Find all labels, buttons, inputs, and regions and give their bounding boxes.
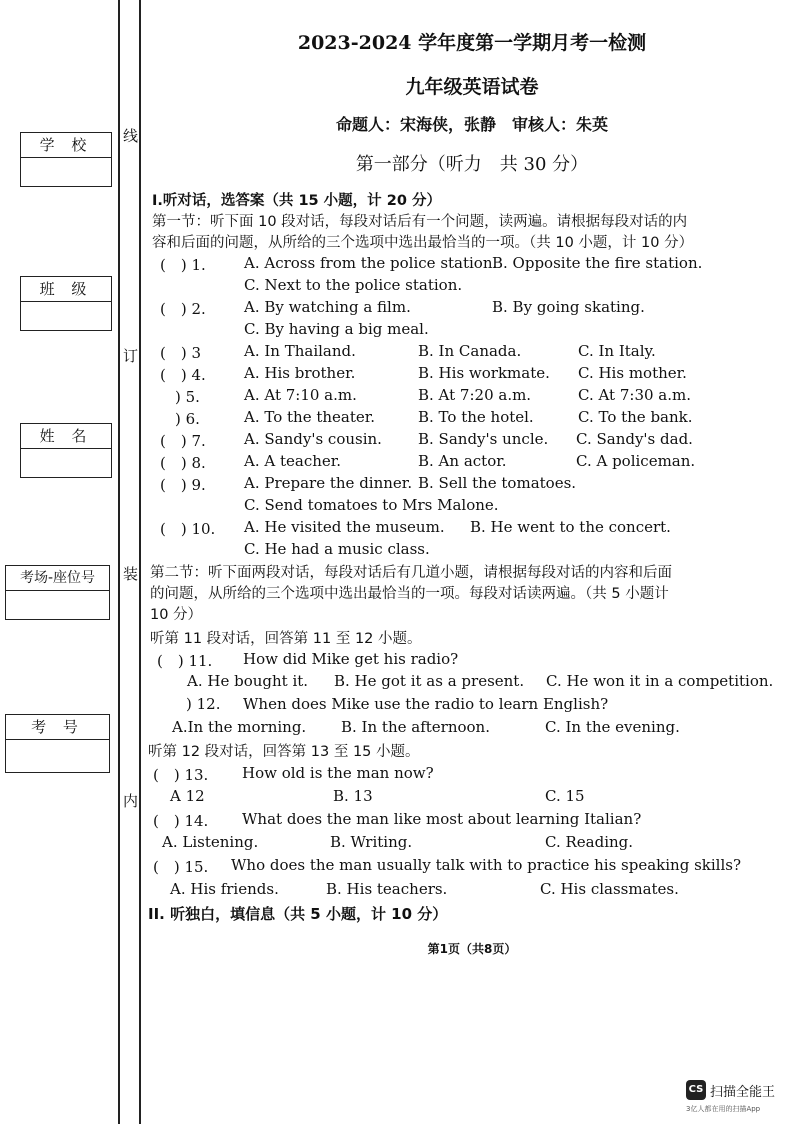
seat-box [5,565,110,620]
q4-option-c: C. His mother. [578,364,687,382]
q2-option-c: C. By having a big meal. [244,320,429,338]
q6-option-c: C. To the bank. [578,408,693,426]
q9-number: ( ) 9. [160,476,206,494]
q5-option-a: A. At 7:10 a.m. [244,386,357,404]
section1-intro-2: 容和后面的问题，从所给的三个选项中选出最恰当的一项。（共 10 小题，计 10 分） [152,235,694,251]
q8-number: ( ) 8. [160,454,206,472]
q10-option-c: C. He had a music class. [244,540,430,558]
q10-option-b: B. He went to the concert. [470,518,671,536]
binding-char-nei: 内 [123,792,139,810]
part-heading: 第一部分（听力 共 30 分） [355,154,589,175]
seat-label: 考场-座位号 [6,566,109,591]
q13-option-c: C. 15 [545,787,585,805]
exam-number-label: 考 号 [6,715,109,740]
section2-heading: II. 听独白，填信息（共 5 小题，计 10 分） [148,905,448,923]
q14-number: ( ) 14. [153,812,209,830]
watermark-name: 扫描全能王 [710,1085,776,1100]
q14-option-b: B. Writing. [330,833,413,851]
binding-char-xian: 线 [123,127,139,145]
camscanner-logo-icon: CS [686,1080,706,1100]
q11-number: ( ) 11. [157,652,213,670]
q9-option-a: A. Prepare the dinner. [244,474,413,492]
q15-number: ( ) 15. [153,858,209,876]
school-label: 学 校 [21,133,111,158]
q11-stem: How did Mike get his radio? [243,650,459,668]
q4-number: ( ) 4. [160,366,206,384]
q4-option-b: B. His workmate. [418,364,550,382]
q5-number: ) 5. [160,388,200,406]
q13-stem: How old is the man now? [242,764,434,782]
part2-intro-2: 的问题，从所给的三个选项中选出最恰当的一项。每段对话读两遍。（共 5 小题计 [150,586,669,602]
q11-option-c: C. He won it in a competition. [546,672,774,690]
q3-number: ( ) 3 [160,344,202,362]
q2-option-b: B. By going skating. [492,298,645,316]
part2-intro-1: 第二节：听下面两段对话，每段对话后有几道小题，请根据每段对话的内容和后面 [150,565,672,581]
q14-stem: What does the man like most about learning Italian? [242,810,642,828]
q14-option-a: A. Listening. [162,833,259,851]
q10-number: ( ) 10. [160,520,216,538]
q9-option-b: B. Sell the tomatoes. [418,474,577,492]
q13-option-b: B. 13 [333,787,373,805]
q1-number: ( ) 1. [160,256,206,274]
exam-number-field[interactable] [6,740,109,772]
q1-option-a: A. Across from the police station. [244,254,498,272]
q8-option-b: B. An actor. [418,452,507,470]
q7-option-c: C. Sandy's dad. [576,430,693,448]
class-box [20,276,112,331]
binding-char-zhuang: 装 [123,565,139,583]
q8-option-a: A. A teacher. [244,452,342,470]
q4-option-a: A. His brother. [244,364,356,382]
q11-option-b: B. He got it as a present. [334,672,525,690]
class-label: 班 级 [21,277,111,302]
school-box [20,132,112,187]
exam-subtitle: 九年级英语试卷 [405,76,539,98]
seat-field[interactable] [6,591,109,619]
exam-number-box [5,714,110,773]
part2-intro-3: 10 分） [150,607,203,623]
q9-option-c: C. Send tomatoes to Mrs Malone. [244,496,499,514]
page-footer: 第1页（共8页） [427,942,517,956]
q7-option-a: A. Sandy's cousin. [244,430,382,448]
name-label: 姓 名 [21,424,111,449]
name-box [20,423,112,478]
q15-option-b: B. His teachers. [326,880,448,898]
q6-option-a: A. To the theater. [244,408,376,426]
binding-line-outer [118,0,120,1124]
exam-title: 2023-2024 学年度第一学期月考一检测 [297,32,647,54]
q2-option-a: A. By watching a film. [244,298,411,316]
q15-option-c: C. His classmates. [540,880,679,898]
q7-number: ( ) 7. [160,432,206,450]
q12-option-b: B. In the afternoon. [341,718,490,736]
q3-option-c: C. In Italy. [578,342,656,360]
q1-option-b: B. Opposite the fire station. [492,254,703,272]
q2-number: ( ) 2. [160,300,206,318]
q15-option-a: A. His friends. [170,880,279,898]
q5-option-c: C. At 7:30 a.m. [578,386,691,404]
binding-line-inner [139,0,141,1124]
binding-char-ding: 订 [123,347,139,365]
q8-option-c: C. A policeman. [576,452,696,470]
q5-option-b: B. At 7:20 a.m. [418,386,532,404]
section1-heading: I.听对话，选答案（共 15 小题，计 20 分） [152,193,441,209]
q12-number: ) 12. [186,695,221,713]
authors-line: 命题人：宋海侠，张静 审核人：朱英 [335,115,608,134]
q12-stem: When does Mike use the radio to learn English? [243,695,609,713]
q6-option-b: B. To the hotel. [418,408,534,426]
q15-stem: Who does the man usually talk with to practice his speaking skills? [231,856,741,874]
q7-option-b: B. Sandy's uncle. [418,430,549,448]
school-field[interactable] [21,158,111,186]
q13-option-a: A 12 [170,787,205,805]
watermark-subtitle: 3亿人都在用的扫描App [686,1105,761,1113]
q13-number: ( ) 13. [153,766,209,784]
q3-option-a: A. In Thailand. [244,342,356,360]
section1-intro-1: 第一节：听下面 10 段对话，每段对话后有一个问题，读两遍。请根据每段对话的内 [152,214,688,230]
q3-option-b: B. In Canada. [418,342,522,360]
q11-option-a: A. He bought it. [187,672,309,690]
q12-option-a: A.In the morning. [172,718,307,736]
q1-option-c: C. Next to the police station. [244,276,463,294]
q6-number: ) 6. [160,410,200,428]
q10-option-a: A. He visited the museum. [244,518,445,536]
name-field[interactable] [21,449,111,477]
q12-option-c: C. In the evening. [545,718,680,736]
class-field[interactable] [21,302,111,330]
q14-option-c: C. Reading. [545,833,634,851]
dialog12-heading: 听第 12 段对话，回答第 13 至 15 小题。 [148,744,420,760]
dialog11-heading: 听第 11 段对话，回答第 11 至 12 小题。 [150,631,422,647]
